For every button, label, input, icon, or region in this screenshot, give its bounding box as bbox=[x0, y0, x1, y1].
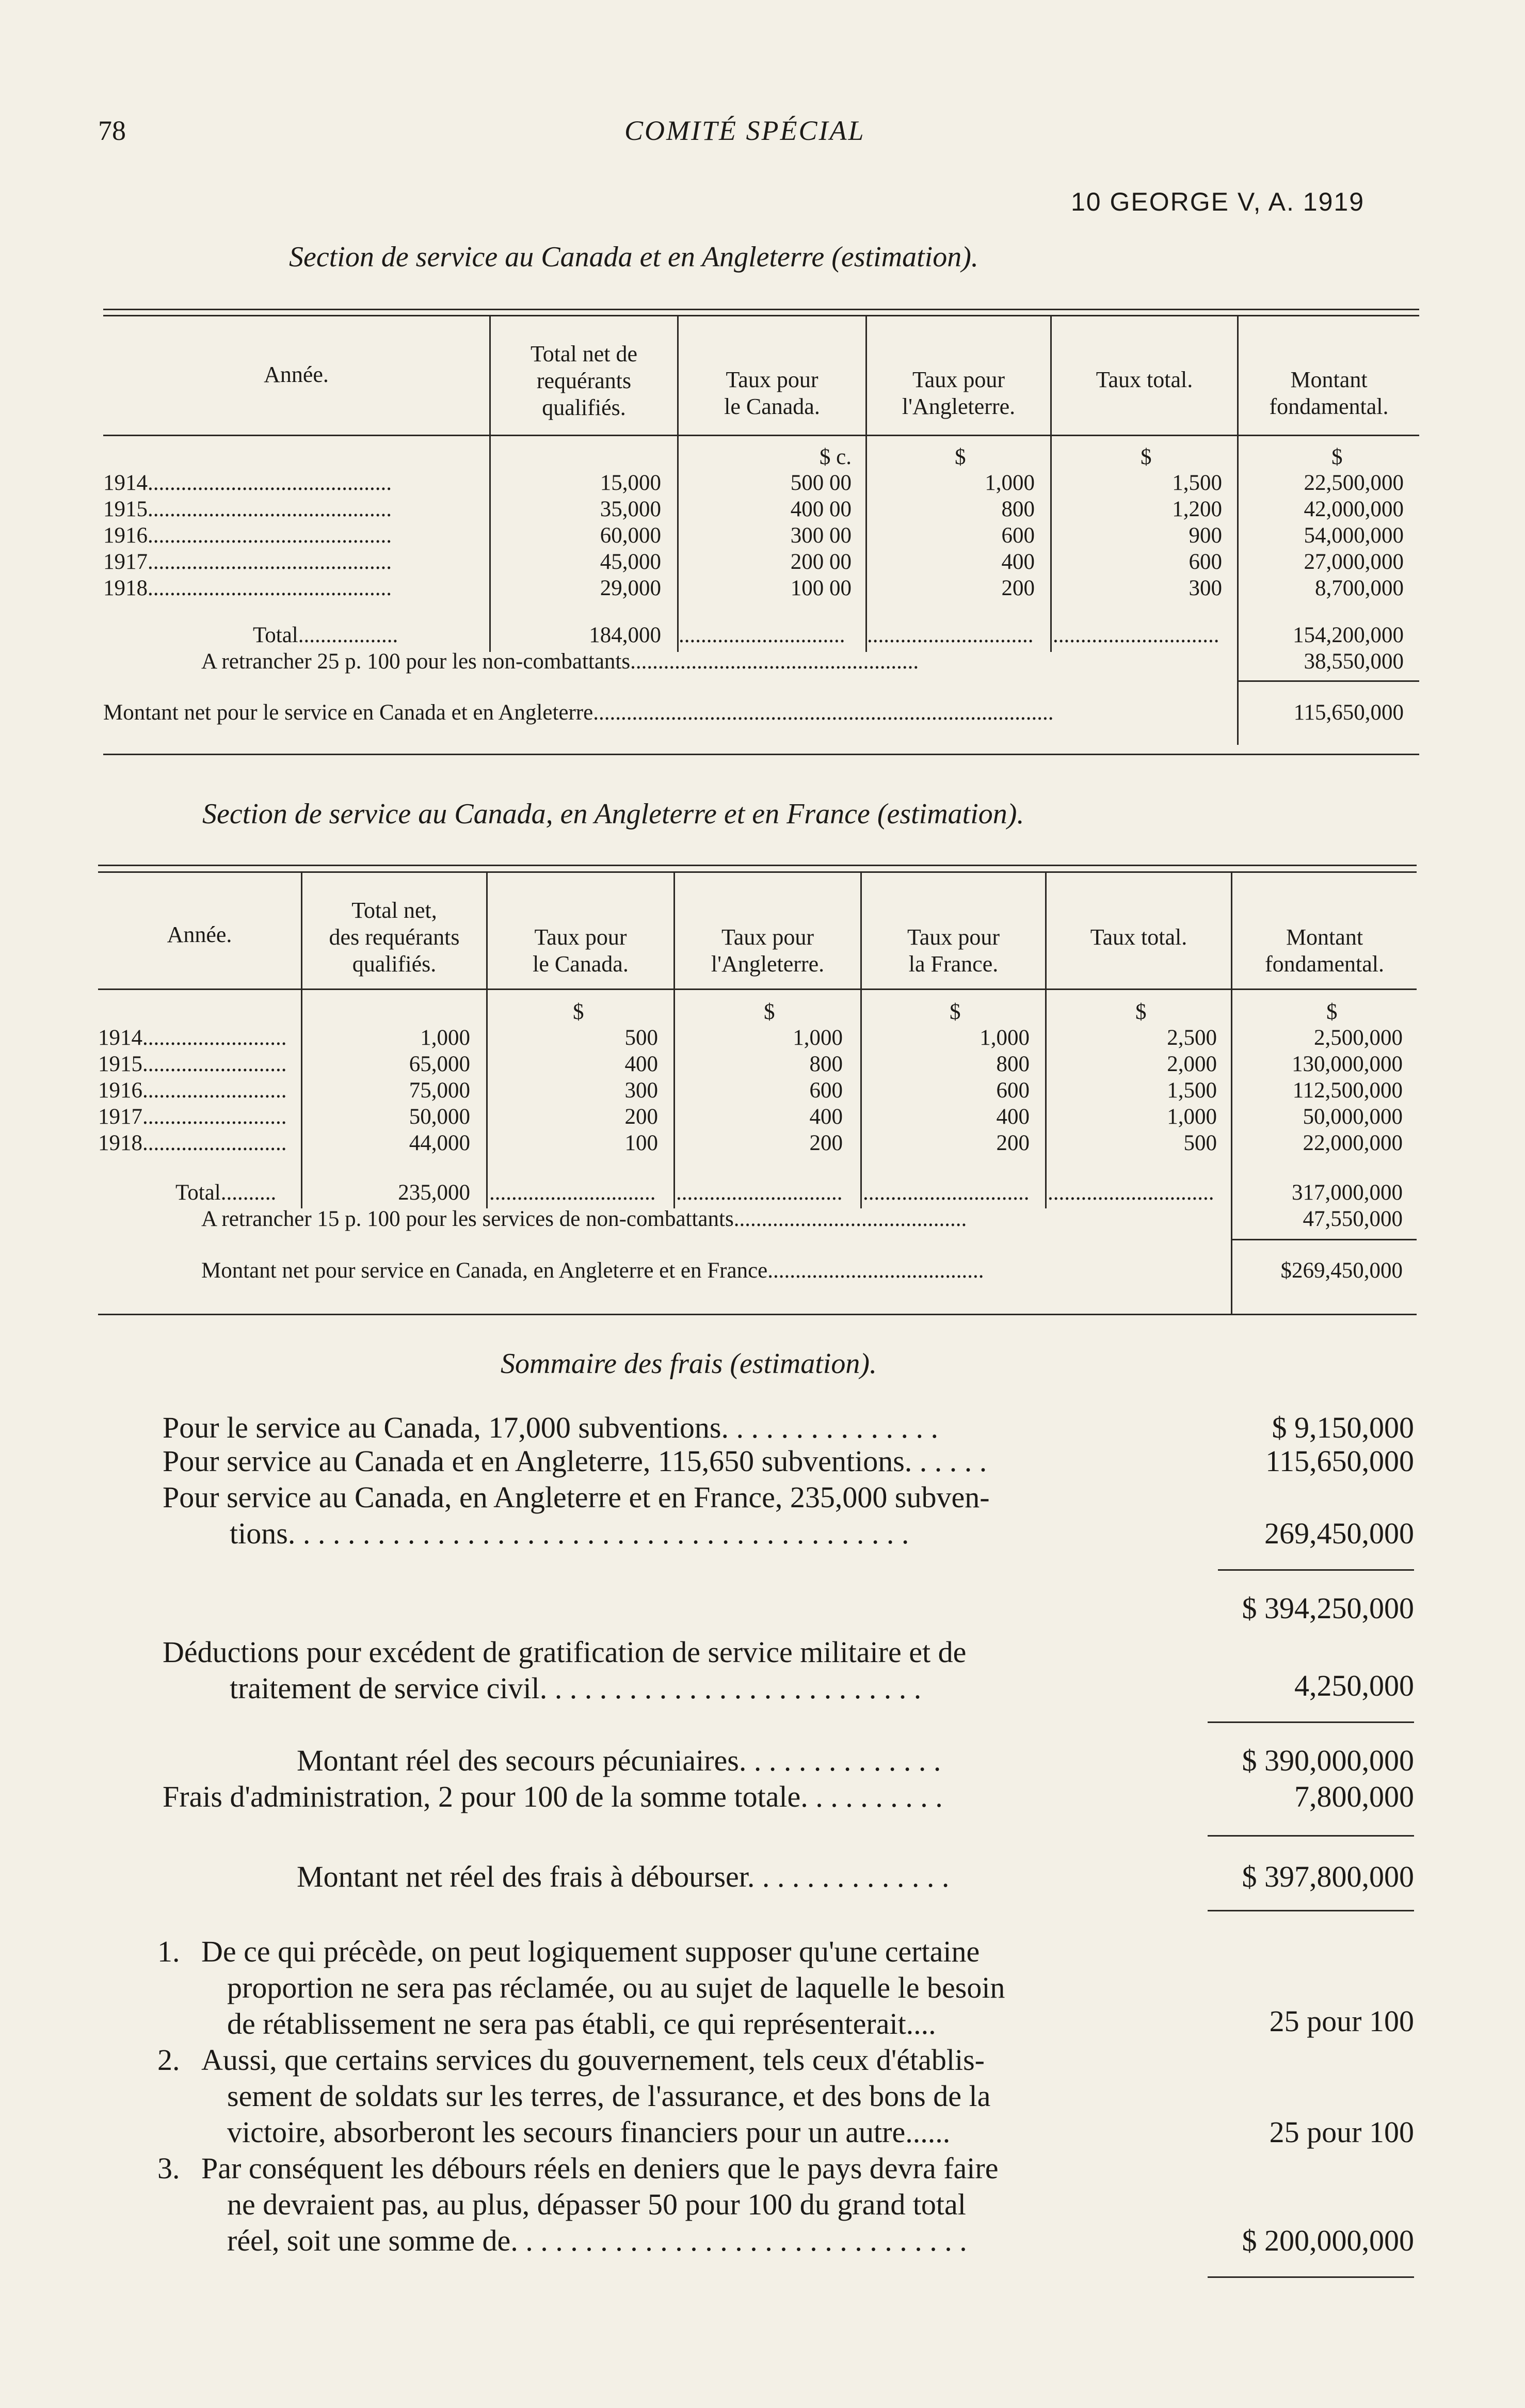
note-2-number: 2. bbox=[157, 2043, 180, 2077]
t1-total-label: Total.................. bbox=[253, 623, 398, 647]
t1-col-total: 1,500 1,200 900 600 300 bbox=[1172, 471, 1222, 600]
t1-header-canada: Taux pour le Canada. bbox=[724, 367, 820, 419]
t2-total-montant: 317,000,000 bbox=[1292, 1181, 1403, 1205]
t1-total-montant: 154,200,000 bbox=[1293, 623, 1404, 647]
t1-col-canada: 500 00 400 00 300 00 200 00 100 00 bbox=[790, 471, 852, 600]
t1-header-annee: Année. bbox=[264, 362, 329, 387]
summary-value-france: 269,450,000 bbox=[1264, 1517, 1414, 1550]
summary-net-value: $ 397,800,000 bbox=[1242, 1860, 1414, 1893]
t2-total-label: Total.......... bbox=[175, 1181, 277, 1205]
note-3-line-1: Par conséquent les débours réels en deniers que le pays devra faire bbox=[201, 2151, 999, 2185]
t1-year-1917: 1917............................................ bbox=[103, 550, 392, 574]
t2-year-1916: 1916.......................... bbox=[98, 1078, 287, 1103]
t1-net-value: 115,650,000 bbox=[1293, 700, 1404, 725]
t2-year-1914: 1914.......................... bbox=[98, 1026, 287, 1050]
t2-year-1918: 1918.......................... bbox=[98, 1131, 287, 1155]
t2-unit-france: $ bbox=[950, 1000, 961, 1024]
summary-admin-value: 7,800,000 bbox=[1294, 1780, 1414, 1813]
t1-net-label: Montant net pour le service en Canada et en Angleterre................................................................................... bbox=[103, 700, 1054, 725]
summary-reel-label: Montant réel des secours pécuniaires. . . . . . . . . . . . . . bbox=[297, 1744, 941, 1777]
t2-dots-france: .............................. bbox=[863, 1181, 1030, 1205]
t2-year-1917: 1917.......................... bbox=[98, 1105, 287, 1129]
t1-year-1916: 1916............................................ bbox=[103, 523, 392, 548]
note-1-line-1: De ce qui précède, on peut logiquement supposer qu'une certaine bbox=[201, 1935, 980, 1968]
t1-header-total-net: Total net de requérants qualifiés. bbox=[530, 341, 638, 420]
t1-year-1914: 1914............................................ bbox=[103, 471, 392, 495]
t1-dots-canada: .............................. bbox=[679, 623, 845, 647]
t2-header-total-net: Total net, des requérants qualifiés. bbox=[329, 898, 460, 977]
summary-net-label: Montant net réel des frais à débourser. . . . . . . . . . . . . . bbox=[297, 1860, 950, 1893]
note-3-number: 3. bbox=[157, 2151, 180, 2185]
note-2-value: 25 pour 100 bbox=[1269, 2115, 1414, 2149]
session-label: 10 GEORGE V, A. 1919 bbox=[1071, 187, 1365, 216]
summary-line-angleterre: Pour service au Canada et en Angleterre, 115,650 subventions. . . . . . bbox=[163, 1444, 987, 1478]
t2-deduct-value: 47,550,000 bbox=[1303, 1207, 1403, 1231]
note-1-value: 25 pour 100 bbox=[1269, 2004, 1414, 2038]
t1-col-total-net: 15,000 35,000 60,000 45,000 29,000 bbox=[600, 471, 661, 600]
t2-year-1915: 1915.......................... bbox=[98, 1052, 287, 1076]
t2-header-france: Taux pour la France. bbox=[907, 924, 1000, 977]
t2-col-canada: 500 400 300 200 100 bbox=[624, 1026, 658, 1155]
summary-subtotal: $ 394,250,000 bbox=[1242, 1591, 1414, 1625]
t1-dots-total: .............................. bbox=[1053, 623, 1219, 647]
summary-line-france-2: tions. . . . . . . . . . . . . . . . . . . . . . . . . . . . . . . . . . . . . . . . . . bbox=[230, 1517, 909, 1550]
note-3-line-3: réel, soit une somme de. . . . . . . . . . . . . . . . . . . . . . . . . . . . . . . bbox=[227, 2224, 967, 2257]
t1-unit-canada: $ c. bbox=[819, 445, 852, 469]
t1-deduct-value: 38,550,000 bbox=[1304, 649, 1404, 674]
note-1-line-2: proportion ne sera pas réclamée, ou au sujet de laquelle le besoin bbox=[227, 1971, 1005, 2004]
note-2-line-2: sement de soldats sur les terres, de l'assurance, et des bons de la bbox=[227, 2079, 991, 2113]
t1-year-1915: 1915............................................ bbox=[103, 497, 392, 521]
t1-unit-total: $ bbox=[1141, 445, 1152, 469]
note-3-line-2: ne devraient pas, au plus, dépasser 50 pour 100 du grand total bbox=[227, 2188, 966, 2221]
page-number: 78 bbox=[98, 115, 126, 146]
t2-dots-angleterre: .............................. bbox=[676, 1181, 843, 1205]
t1-col-angleterre: 1,000 800 600 400 200 bbox=[985, 471, 1035, 600]
t2-header-total: Taux total. bbox=[1090, 924, 1187, 950]
t2-dots-canada: .............................. bbox=[489, 1181, 656, 1205]
note-3-value: $ 200,000,000 bbox=[1242, 2224, 1414, 2257]
t1-year-1918: 1918............................................ bbox=[103, 576, 392, 600]
summary-line-canada: Pour le service au Canada, 17,000 subventions. . . . . . . . . . . . . . . bbox=[163, 1411, 938, 1444]
t1-header-montant: Montant fondamental. bbox=[1269, 367, 1389, 419]
summary-reel-value: $ 390,000,000 bbox=[1242, 1744, 1414, 1777]
t1-header-total: Taux total. bbox=[1096, 367, 1193, 392]
t2-header-angleterre: Taux pour l'Angleterre. bbox=[711, 924, 825, 977]
t2-unit-canada: $ bbox=[573, 1000, 584, 1024]
t2-col-france: 1,000 800 600 400 200 bbox=[980, 1026, 1030, 1155]
t2-col-total-net: 1,000 65,000 75,000 50,000 44,000 bbox=[409, 1026, 470, 1155]
t2-unit-total: $ bbox=[1135, 1000, 1147, 1024]
running-title: COMITÉ SPÉCIAL bbox=[624, 115, 865, 146]
t2-header-canada: Taux pour le Canada. bbox=[533, 924, 629, 977]
note-2-line-3: victoire, absorberont les secours financiers pour un autre...... bbox=[227, 2115, 951, 2149]
t1-unit-montant: $ bbox=[1331, 445, 1343, 469]
t2-net-label: Montant net pour service en Canada, en Angleterre et en France....................................... bbox=[201, 1258, 984, 1283]
t1-unit-angleterre: $ bbox=[955, 445, 966, 469]
note-1-line-3: de rétablissement ne sera pas établi, ce qui représenterait.... bbox=[227, 2007, 936, 2040]
t2-deduct-label: A retrancher 15 p. 100 pour les services de non-combattants.......................................... bbox=[201, 1207, 967, 1231]
summary-value-angleterre: 115,650,000 bbox=[1265, 1444, 1414, 1478]
t1-total-sum: 184,000 bbox=[589, 623, 661, 647]
summary-line-france-1: Pour service au Canada, en Angleterre et en France, 235,000 subven- bbox=[163, 1480, 990, 1514]
t2-dots-total: .............................. bbox=[1048, 1181, 1214, 1205]
t1-deduct-label: A retrancher 25 p. 100 pour les non-combattants.................................................... bbox=[201, 649, 919, 674]
t1-header-angleterre: Taux pour l'Angleterre. bbox=[902, 367, 1016, 419]
t2-net-value: $269,450,000 bbox=[1280, 1258, 1403, 1283]
summary-admin-label: Frais d'administration, 2 pour 100 de la somme totale. . . . . . . . . . bbox=[163, 1780, 943, 1813]
t2-col-angleterre: 1,000 800 600 400 200 bbox=[793, 1026, 843, 1155]
t1-dots-angleterre: .............................. bbox=[867, 623, 1034, 647]
t2-col-montant: 2,500,000 130,000,000 112,500,000 50,000,000 22,000,000 bbox=[1292, 1026, 1403, 1155]
table1-title: Section de service au Canada et en Angleterre (estimation). bbox=[289, 241, 978, 273]
t2-col-total: 2,500 2,000 1,500 1,000 500 bbox=[1167, 1026, 1217, 1155]
t2-unit-angleterre: $ bbox=[764, 1000, 775, 1024]
note-2-line-1: Aussi, que certains services du gouvernement, tels ceux d'établis- bbox=[201, 2043, 985, 2077]
summary-deduction-2: traitement de service civil. . . . . . . . . . . . . . . . . . . . . . . . . . bbox=[230, 1671, 922, 1705]
summary-deduction-1: Déductions pour excédent de gratification de service militaire et de bbox=[163, 1635, 967, 1669]
summary-title: Sommaire des frais (estimation). bbox=[501, 1348, 877, 1380]
t2-header-annee: Année. bbox=[167, 922, 232, 947]
summary-deduction-value: 4,250,000 bbox=[1294, 1669, 1414, 1702]
t1-col-montant: 22,500,000 42,000,000 54,000,000 27,000,000 8,700,000 bbox=[1304, 471, 1404, 600]
summary-value-canada: $ 9,150,000 bbox=[1272, 1411, 1414, 1444]
t2-unit-montant: $ bbox=[1326, 1000, 1338, 1024]
note-1-number: 1. bbox=[157, 1935, 180, 1968]
t2-header-montant: Montant fondamental. bbox=[1265, 924, 1384, 977]
t2-total-sum: 235,000 bbox=[398, 1181, 470, 1205]
table2-title: Section de service au Canada, en Angleterre et en France (estimation). bbox=[202, 798, 1024, 830]
